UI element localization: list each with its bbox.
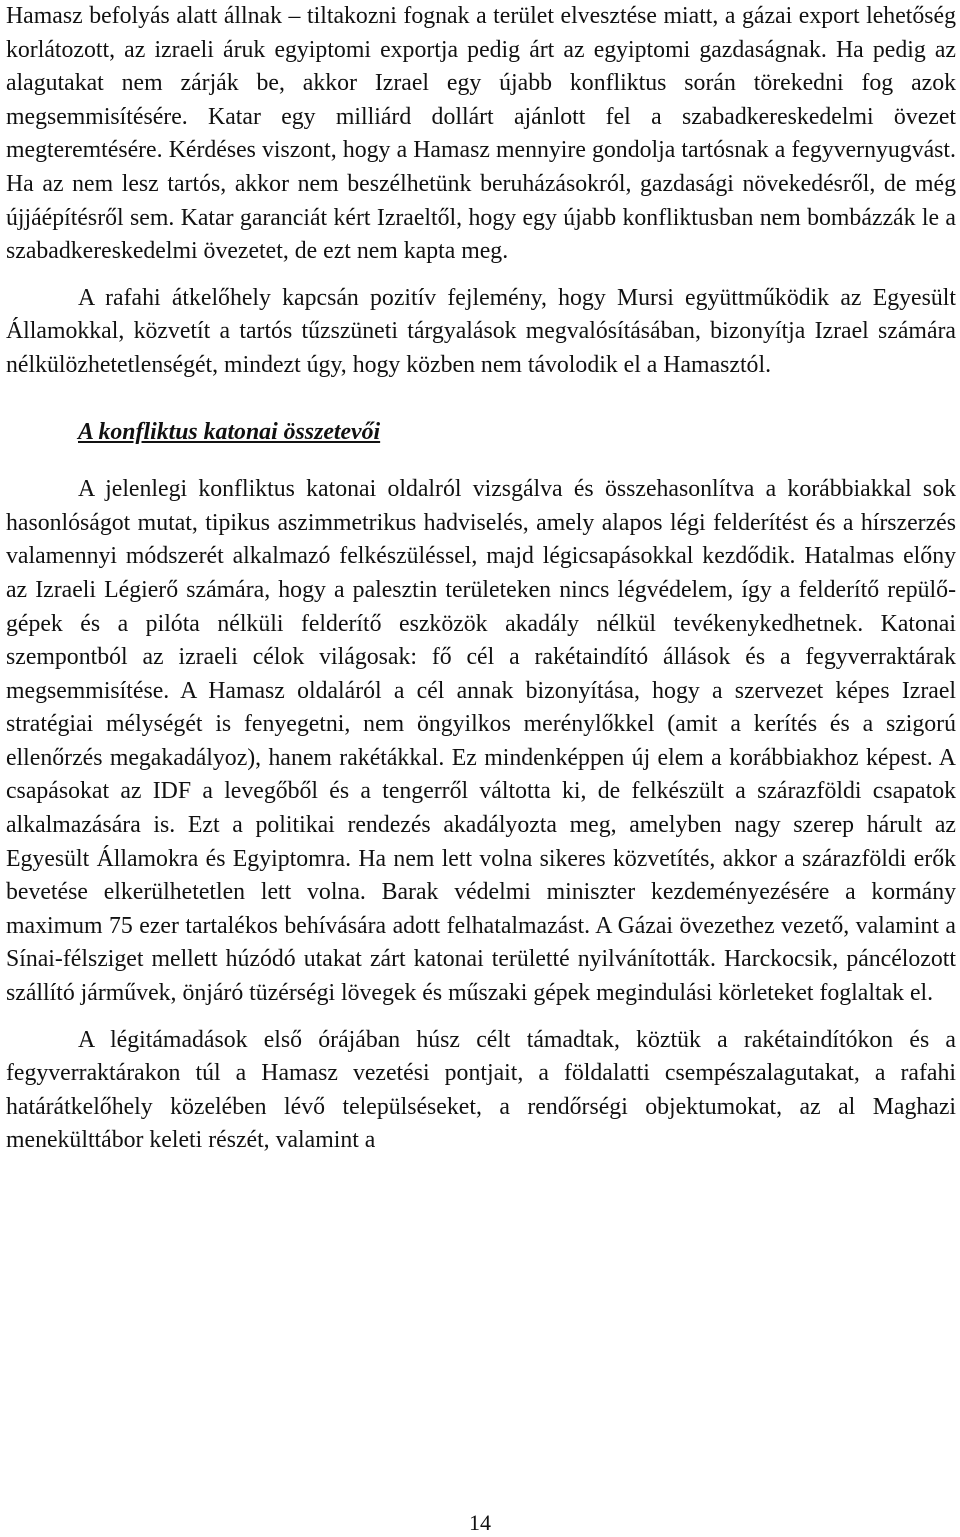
paragraph-military-aspects: A jelenlegi konfliktus katonai oldalról vizsgálva és összehasonlítva a korábbiakkal sok hasonlóságot mutat, tipikus aszimmetrikus hadviselés, amely alapos légi felderítést és a hírszerzés valamennyi módszerét alkalmazó felkészüléssel, majd légicsapásokkal kezdődik. Hatalmas előny az Izraeli Légierő számára, hogy a palesztin területeken nincs légvédelem, így a felderítő repülőgépek és a pilóta nélküli felderítő eszközök akadály nélkül tevékenykedhetnek. Katonai szempontból az izraeli célok világosak: fő cél a rakétaindító állások és a fegyverraktárak megsemmisítése. A Hamasz oldaláról a cél annak bizonyítása, hogy a szervezet képes Izrael stratégiai mélységét is fenyegetni, nem öngyilkos merénylőkkel (amit a kerítés és a szigorú ellenőrzés megakadályoz), hanem rakétákkal. Ez mindenképpen új elem a korábbiakhoz képest. A csapásokat az IDF a levegőből és a tengerről váltotta ki, de felkészült a szárazföldi csapatok alkalmazására is. Ezt a politikai rendezés akadályozta meg, amelyben nagy szerep hárult az Egyesült Államokra és Egyiptomra. Ha nem lett volna sikeres közvetítés, akkor a szárazföldi erők bevetése elkerülhetetlen lett volna. Barak védelmi miniszter kezdeményezésére a kormány maximum 75 ezer tartalékos behívására adott felhatalmazást. A Gázai övezethez vezető, valamint a Sínai-félsziget mellett húzódó utakat zárt katonai területté nyilvánították. Harckocsik, páncélozott szállító járművek, önjáró tüzérségi lövegek és műszaki gépek megindulási körleteket foglaltak el. [6, 476, 956, 1007]
page-number: 14 [469, 1510, 491, 1535]
paragraph-hamas-influence: Hamasz befolyás alatt állnak – tiltakozni fognak a terület elvesztése miatt, a gázai export lehetőség korlátozott, az izraeli áruk egyiptomi exportja pedig árt az egyiptomi gazdaságnak. Ha pedig az alagutakat nem zárják be, akkor Izrael egy újabb konfliktus során törekedni fog azok megsemmisítésére. Katar egy milliárd dollárt ajánlott fel a szabadkereskedelmi övezet megteremtésére. Kérdéses viszont, hogy a Hamasz mennyire gondolja tartósnak a fegyvernyugvást. Ha az nem lesz tartós, akkor nem beszélhetünk beruházásokról, gazdasági növekedésről, de még újjáépítésről sem. Katar garanciát kért Izraeltől, hogy egy újabb konfliktusban nem bombázzák le a szabadkereskedelmi övezetet, de ezt nem kapta meg. [6, 3, 956, 265]
paragraph-rafah-crossing: A rafahi átkelőhely kapcsán pozitív fejlemény, hogy Mursi együttműködik az Egyesült Államokkal, közvetít a tartós tűzszüneti tárgyalások megvalósításában, bizonyítja Izrael számára nélkülözhetetlenségét, mindezt úgy, hogy közben nem távolodik el a Hamasztól. [6, 284, 956, 378]
section-heading: A konfliktus katonai összetevői [78, 418, 381, 445]
document-page [6, 0, 956, 1158]
paragraph-air-strikes: A légitámadások első órájában húsz célt támadtak, köztük a rakétaindítókon és a fegyverraktárakon túl a Hamasz vezetési pontjait, a földalatti csempészalagutakat, a rafahi határátkelőhely közelében lévő települséseket, a rendőrségi objektumokat, az al Maghazi menekülttábor keleti részét, valamint a [6, 1026, 956, 1154]
